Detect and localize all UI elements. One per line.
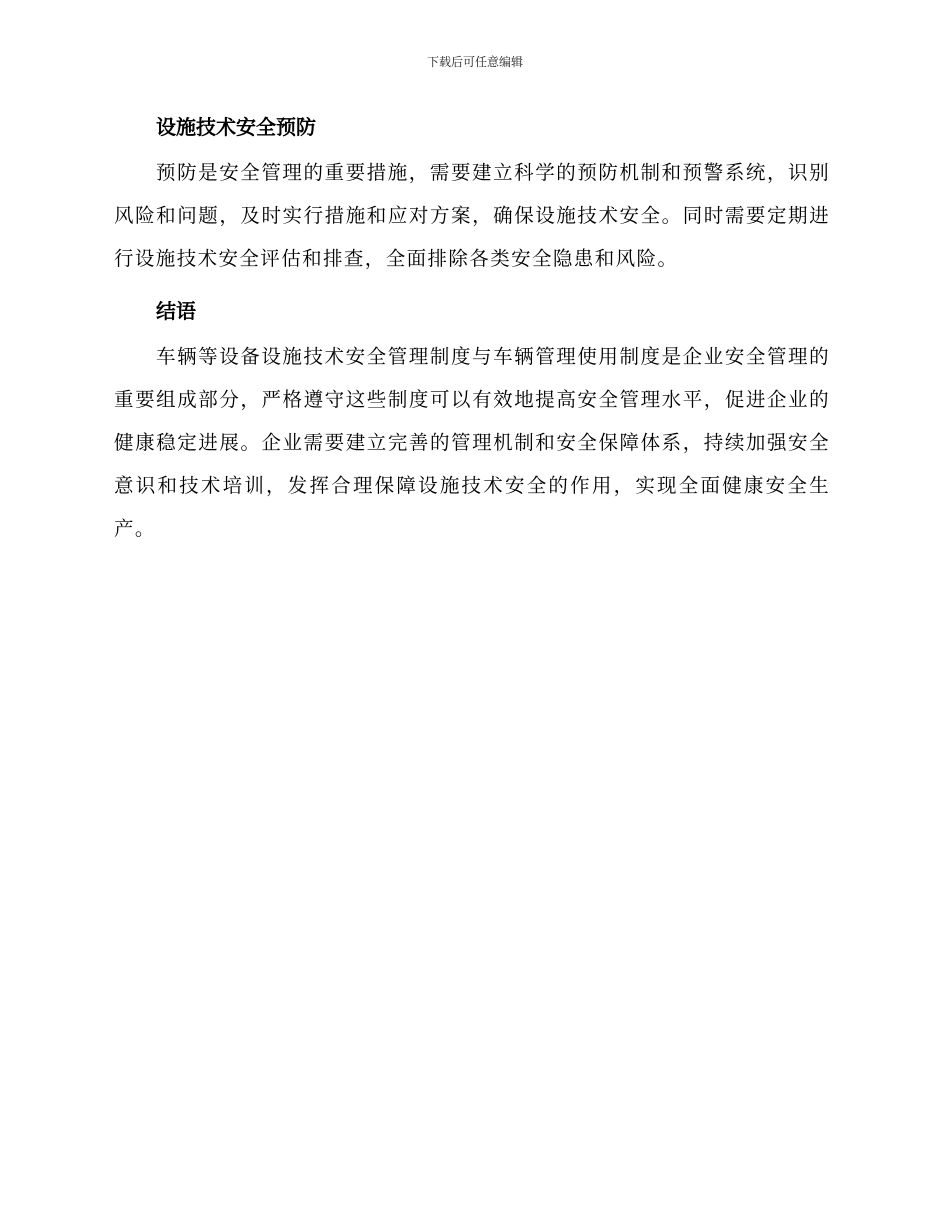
page-header: 下载后可任意编辑 (426, 55, 523, 69)
section-heading-facility-safety-prevention: 设施技术安全预防 (156, 115, 316, 139)
document-body (114, 112, 830, 550)
paragraph-conclusion: 车辆等设备设施技术安全管理制度与车辆管理使用制度是企业安全管理的重要组成部分，严格遵守这些制度可以有效地提高安全管理水平，促进企业的健康稳定进展。企业需要建立完善的管理机制和安全保障体系，持续加强安全意识和技术培训，发挥合理保障设施技术安全的作用，实现全面健康安全生产。 (114, 345, 830, 540)
paragraph-facility-safety-prevention: 预防是安全管理的重要措施，需要建立科学的预防机制和预警系统，识别风险和问题，及时实行措施和应对方案，确保设施技术安全。同时需要定期进行设施技术安全评估和排查，全面排除各类安全隐患和风险。 (114, 161, 830, 270)
section-heading-conclusion: 结语 (156, 299, 196, 323)
